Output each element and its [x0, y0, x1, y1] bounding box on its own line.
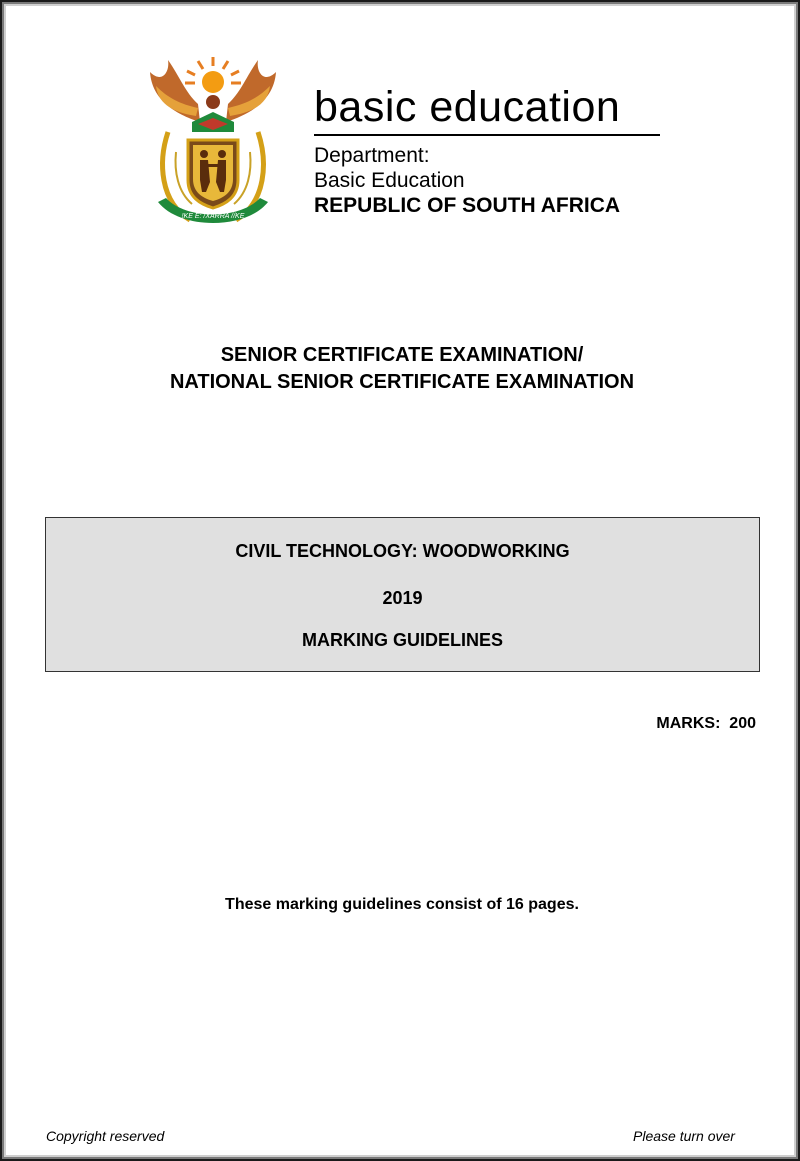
exam-title: [2, 342, 800, 396]
exam-title-line2: NATIONAL SENIOR CERTIFICATE EXAMINATION: [169, 371, 635, 393]
footer-copyright: Copyright reserved: [46, 1128, 165, 1144]
sun-icon: [185, 57, 241, 93]
page-count-note: These marking guidelines consist of 16 pages.: [225, 896, 579, 913]
motto-text: !KE E: /XARRA //KE: [181, 213, 245, 220]
department-name: Basic Education: [314, 169, 465, 192]
country-name: REPUBLIC OF SOUTH AFRICA: [314, 194, 621, 217]
department-block: [314, 84, 664, 219]
document-type: MARKING GUIDELINES: [301, 630, 503, 650]
coat-of-arms-emblem: [140, 52, 286, 230]
brand-underline: [314, 134, 660, 136]
subject-box: [45, 517, 760, 672]
exam-year: 2019: [382, 588, 423, 608]
department-label: Department:: [314, 144, 430, 167]
footer-turn-over: Please turn over: [633, 1128, 735, 1144]
subject-name: CIVIL TECHNOLOGY: WOODWORKING: [235, 541, 570, 561]
total-marks: MARKS: 200: [656, 715, 756, 732]
exam-title-line1: SENIOR CERTIFICATE EXAMINATION/: [220, 344, 584, 366]
brand-title: basic education: [314, 83, 621, 131]
